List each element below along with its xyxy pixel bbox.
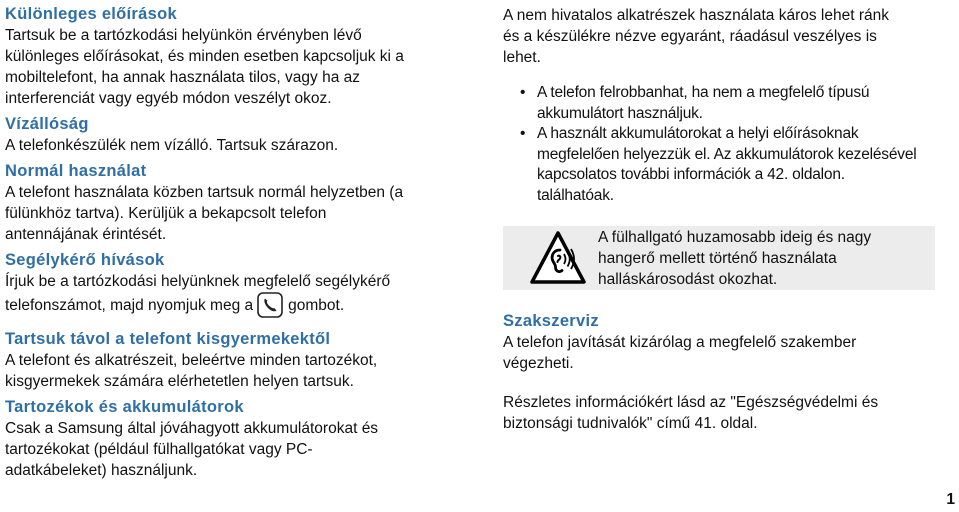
heading-special-regulations: Különleges előírások [5,5,177,23]
unofficial-parts-intro: A nem hivatalos alkatrészek használata káros lehet ránk és a készülékre nézve egyaránt, ráadásul veszélyes is lehet. [503,7,889,66]
heading-normal-use: Normál használat [5,162,147,180]
more-info-text: Részletes információkért lásd az "Egészségvédelmi és biztonsági tudnivalók" című 41. oldal. [503,394,879,432]
heading-keep-from-children: Tartsuk távol a telefont kisgyermekektől [5,330,331,348]
bullet-list [503,83,935,206]
water-resistance-text: A telefonkészülék nem vízálló. Tartsuk szárazon. [5,137,339,154]
service-text: A telefon javítását kizárólag a megfelelő szakember végezheti. [503,334,857,372]
emergency-calls-text: Írjuk be a tartózkodási helyünknek megfelelő segélykérő telefonszámot, majd nyomjuk meg a gombot. [5,271,465,324]
heading-emergency-calls: Segélykérő hívások [5,251,165,269]
hearing-warning-icon [529,229,587,287]
page-number: 1 [946,491,955,508]
hearing-warning-box [503,226,935,290]
heading-accessories-batteries: Tartozékok és akkumulátorok [5,398,244,416]
heading-service: Szakszerviz [503,312,599,330]
left-column [5,4,465,481]
list-item: • A telefon felrobbanhat, ha nem a megfelelő típusú akkumulátort használjuk. [503,83,935,124]
heading-water-resistance: Vízállóság [5,115,89,133]
keep-from-children-text: A telefont és alkatrészeit, beleértve minden tartozékot, kisgyermekek számára elérhetetlen helyen tartsuk. [5,352,378,390]
accessories-batteries-text: Csak a Samsung által jóváhagyott akkumulátorokat és tartozékokat (például fülhallgatókat vagy PC- adatkábeleket) használjunk. [5,420,379,479]
right-column [503,4,935,434]
list-item: • A használt akkumulátorokat a helyi előírásoknak megfelelően helyezzük el. Az akkumulátorok kezelésével kapcsolatos további információk a 42. oldalon. találhatóak. [503,124,935,206]
special-regulations-text: Tartsuk be a tartózkodási helyünkön érvényben lévő különleges előírásokat, és minden esetben kapcsoljuk ki a mobiltelefont, ha annak használata tilos, vagy ha az interferenciát vagy egyéb módon veszélyt okoz. [5,27,404,107]
normal-use-text: A telefont használata közben tartsuk normál helyzetben (a fülünkhöz tartva). Kerüljük a bekapcsolt telefon antennájának érintését. [5,184,404,243]
call-key-icon [257,292,283,324]
hearing-warning-text: A fülhallgató huzamosabb ideig és nagy hangerő mellett történő használata halláskárosodást okozhat. [598,229,872,288]
